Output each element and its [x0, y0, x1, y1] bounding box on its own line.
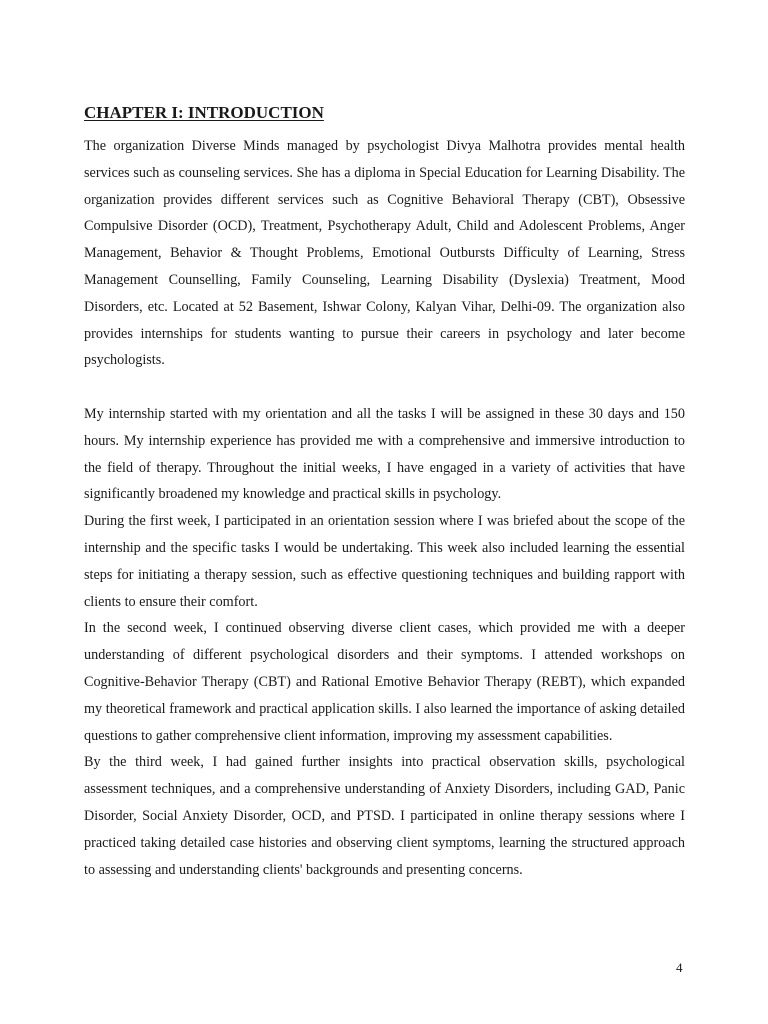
chapter-title: CHAPTER I: INTRODUCTION [84, 103, 324, 122]
page-content [84, 101, 685, 883]
paragraph-second-week: In the second week, I continued observing diverse client cases, which provided me with a deeper understanding of different psychological disorders and their symptoms. I attended workshops on Cognitive-Behavior Therapy (CBT) and Rational Emotive Behavior Therapy (REBT), which expanded my theoretical framework and practical application skills. I also learned the importance of asking detailed questions to gather comprehensive client information, improving my assessment capabilities. [84, 620, 685, 744]
page-number: 4 [676, 960, 683, 975]
paragraph-organization: The organization Diverse Minds managed by psychologist Divya Malhotra provides mental health services such as counseling services. She has a diploma in Special Education for Learning Disability. The organization provides different services such as Cognitive Behavioral Therapy (CBT), Obsessive Compulsive Disorder (OCD), Treatment, Psychotherapy Adult, Child and Adolescent Problems, Anger Management, Behavior & Thought Problems, Emotional Outbursts Difficulty of Learning, Stress Management Counselling, Family Counseling, Learning Disability (Dyslexia) Treatment, Mood Disorders, etc. Located at 52 Basement, Ishwar Colony, Kalyan Vihar, Delhi-09. The organization also provides internships for students wanting to pursue their careers in psychology and later become psychologists. [84, 138, 685, 369]
paragraph-internship-start: My internship started with my orientation and all the tasks I will be assigned in these 30 days and 150 hours. My internship experience has provided me with a comprehensive and immersive introduction to the field of therapy. Throughout the initial weeks, I have engaged in a variety of activities that have significantly broadened my knowledge and practical skills in psychology. [84, 405, 685, 503]
paragraph-first-week: During the first week, I participated in an orientation session where I was briefed about the scope of the internship and the specific tasks I would be undertaking. This week also included learning the essential steps for initiating a therapy session, such as effective questioning techniques and building rapport with clients to ensure their comfort. [84, 513, 685, 610]
paragraph-third-week: By the third week, I had gained further insights into practical observation skills, psychological assessment techniques, and a comprehensive understanding of Anxiety Disorders, including GAD, Panic Disorder, Social Anxiety Disorder, OCD, and PTSD. I participated in online therapy sessions where I practiced taking detailed case histories and observing client symptoms, learning the structured approach to assessing and understanding clients' backgrounds and presenting concerns. [84, 754, 685, 878]
